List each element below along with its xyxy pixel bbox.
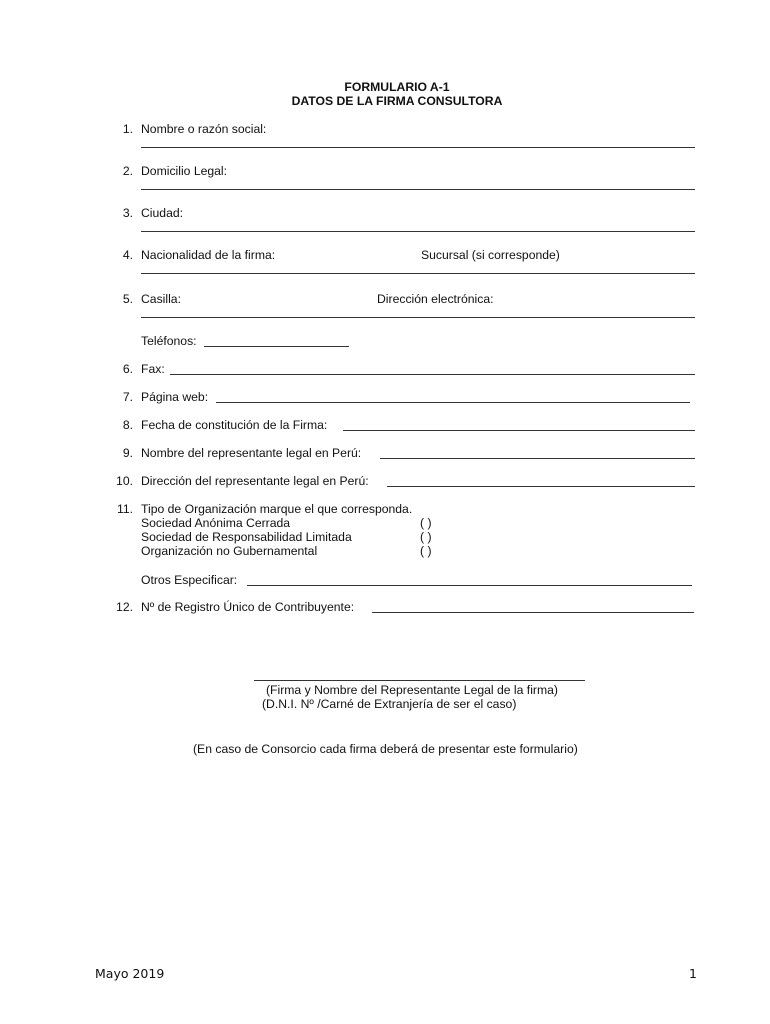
page-number: 1 — [689, 966, 697, 981]
item-number-3: 3. — [122, 206, 133, 220]
option-label-sac: Sociedad Anónima Cerrada — [141, 516, 291, 530]
form-subtitle: DATOS DE LA FIRMA CONSULTORA — [291, 94, 503, 108]
signature-id-caption: (D.N.I. Nº /Carné de Extranjería de ser el caso) — [262, 697, 517, 711]
item-label-domicilio: Domicilio Legal: — [141, 164, 228, 178]
footer-date: Mayo 2019 — [95, 966, 165, 981]
item-label-casilla: Casilla: — [141, 292, 181, 306]
item-number-4: 4. — [122, 248, 133, 262]
option-label-ong: Organización no Gubernamental — [141, 544, 318, 558]
item-number-12: 12. — [116, 600, 133, 614]
item-number-1: 1. — [122, 122, 133, 136]
field-line-casilla[interactable] — [141, 317, 695, 318]
item-label-direccion-electronica: Dirección electrónica: — [377, 292, 494, 306]
field-line-fecha-constitucion[interactable] — [343, 430, 695, 431]
item-label-telefonos: Teléfonos: — [141, 334, 197, 348]
field-line-domicilio[interactable] — [141, 189, 695, 190]
field-line-pagina-web[interactable] — [216, 402, 690, 403]
item-number-8: 8. — [122, 418, 133, 432]
field-line-representante-direccion[interactable] — [387, 486, 695, 487]
item-label-fax: Fax: — [141, 362, 165, 376]
item-label-ciudad: Ciudad: — [141, 206, 184, 220]
item-number-11: 11. — [116, 502, 133, 516]
option-label-srl: Sociedad de Responsabilidad Limitada — [141, 530, 352, 544]
field-line-nacionalidad[interactable] — [141, 273, 695, 274]
item-label-otros: Otros Especificar: — [141, 573, 238, 587]
field-line-telefonos[interactable] — [204, 346, 349, 347]
item-number-10: 10. — [116, 474, 133, 488]
item-number-7: 7. — [122, 390, 133, 404]
field-line-nombre[interactable] — [141, 147, 695, 148]
item-number-6: 6. — [122, 362, 133, 376]
option-checkbox-sac[interactable]: ( ) — [420, 516, 432, 530]
field-line-otros[interactable] — [247, 585, 692, 586]
item-label-nombre: Nombre o razón social: — [141, 122, 267, 136]
option-checkbox-ong[interactable]: ( ) — [420, 544, 432, 558]
consortium-note: (En caso de Consorcio cada firma deberá de presentar este formulario) — [193, 742, 578, 756]
item-label-fecha-constitucion: Fecha de constitución de la Firma: — [141, 418, 328, 432]
field-line-fax[interactable] — [170, 374, 695, 375]
signature-caption: (Firma y Nombre del Representante Legal de la firma) — [266, 683, 558, 697]
item-label-representante-direccion: Dirección del representante legal en Perú: — [141, 474, 369, 488]
item-label-tipo-organizacion: Tipo de Organización marque el que corresponda. — [141, 502, 413, 516]
item-label-ruc: Nº de Registro Único de Contribuyente: — [141, 600, 355, 614]
field-line-ciudad[interactable] — [141, 231, 695, 232]
field-line-representante-nombre[interactable] — [380, 458, 695, 459]
option-checkbox-srl[interactable]: ( ) — [420, 530, 432, 544]
item-number-9: 9. — [122, 446, 133, 460]
item-number-5: 5. — [122, 292, 133, 306]
item-label-representante-nombre: Nombre del representante legal en Perú: — [141, 446, 362, 460]
item-label-pagina-web: Página web: — [141, 390, 209, 404]
form-title: FORMULARIO A-1 — [344, 80, 450, 94]
item-label-nacionalidad: Nacionalidad de la firma: — [141, 248, 276, 262]
field-line-ruc[interactable] — [372, 612, 694, 613]
item-number-2: 2. — [122, 164, 133, 178]
item-label-sucursal: Sucursal (si corresponde) — [421, 248, 560, 262]
signature-line[interactable] — [254, 680, 585, 681]
